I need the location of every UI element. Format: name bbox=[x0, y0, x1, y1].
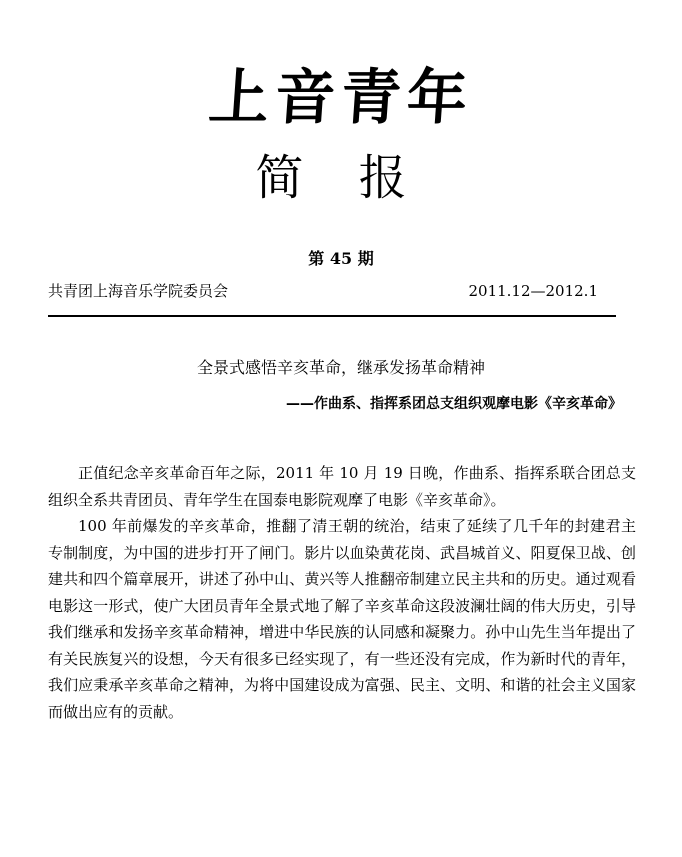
issue-number: 第 45 期 bbox=[308, 249, 374, 268]
organization-name: 共青团上海音乐学院委员会 bbox=[48, 282, 229, 300]
publication-title: 简 报 bbox=[255, 150, 427, 206]
article-title: 全景式感悟辛亥革命，继承发扬革命精神 bbox=[196, 358, 485, 377]
meta-row bbox=[48, 280, 618, 302]
article-body bbox=[48, 460, 636, 725]
date-range: 2011.12—2012.1 bbox=[468, 282, 598, 300]
article-paragraph-1: 正值纪念辛亥革命百年之际，2011 年 10 月 19 日晚，作曲系、指挥系联合团总支组织全系共青团员、青年学生在国泰电影院观摩了电影《辛亥革命》。 bbox=[48, 464, 636, 509]
article-subtitle: ——作曲系、指挥系团总支组织观摩电影《辛亥革命》 bbox=[286, 396, 622, 412]
article-paragraph-2: 100 年前爆发的辛亥革命，推翻了清王朝的统治，结束了延续了几千年的封建君主专制制度，为中国的进步打开了闸门。影片以血染黄花岗、武昌城首义、阳夏保卫战、创建共和四个篇章展开，讲述了孙中山、黄兴等人推翻帝制建立民主共和的历史。通过观看电影这一形式，使广大团员青年全景式地了解了辛亥革命这段波澜壮阔的伟大历史，引导我们继承和发扬辛亥革命精神，增进中华民族的认同感和凝聚力。孙中山先生当年提出了有关民族复兴的设想，今天有很多已经实现了，有一些还没有完成，作为新时代的青年，我们应秉承辛亥革命之精神，为将中国建设成为富强、民主、文明、和谐的社会主义国家而做出应有的贡献。 bbox=[48, 517, 636, 721]
masthead-title: 上音青年 bbox=[206, 63, 476, 133]
header-divider bbox=[48, 315, 616, 317]
